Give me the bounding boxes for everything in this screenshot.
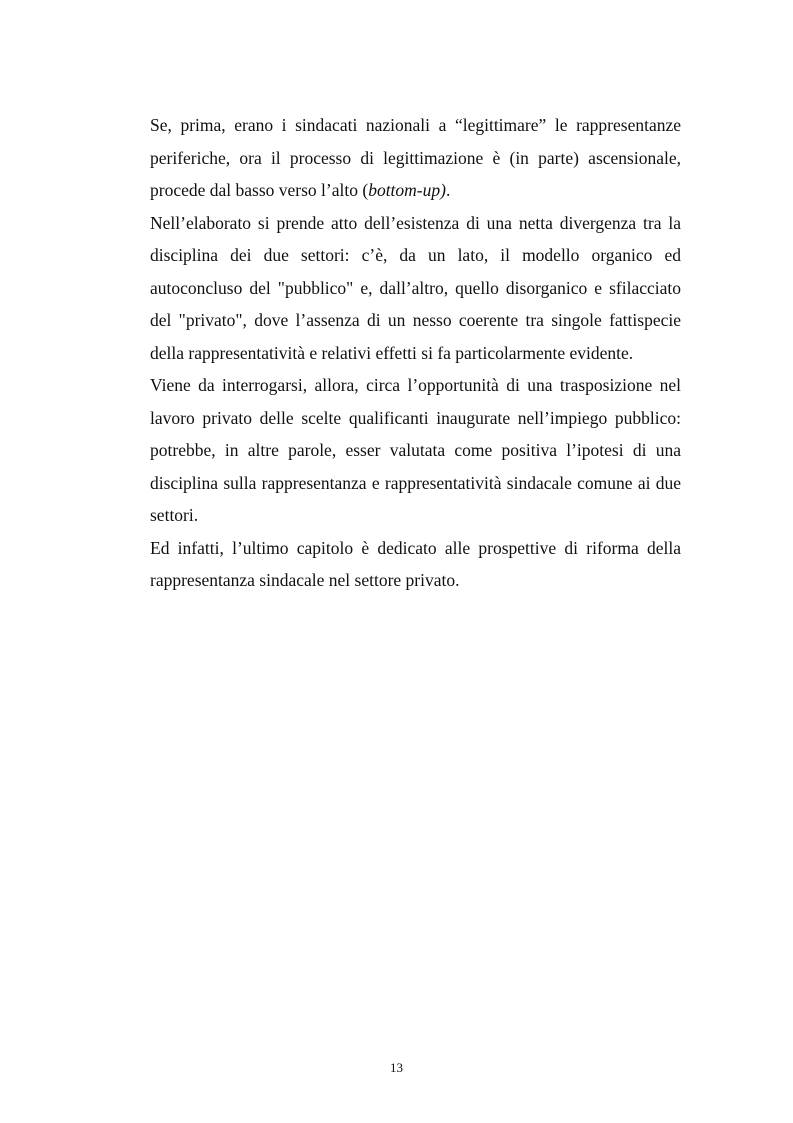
paragraph-1 xyxy=(150,109,681,207)
paragraph-1-text: Se, prima, erano i sindacati nazionali a “legittimare” le rappresentanze periferiche, ora il processo di legittimazione è (in parte) ascensionale, procede dal basso verso l’alto ( xyxy=(150,115,681,200)
paragraph-3: Viene da interrogarsi, allora, circa l’opportunità di una trasposizione nel lavoro privato delle scelte qualificanti inaugurate nell’impiego pubblico: potrebbe, in altre parole, esser valutata come positiva l’ipotesi di una disciplina sulla rappresentanza e rappresentatività sindacale comune ai due settori. xyxy=(150,375,681,525)
paragraph-1-end: . xyxy=(445,180,451,200)
paragraph-1-italic: bottom-up) xyxy=(368,180,446,200)
body-text xyxy=(150,109,681,597)
paragraph-2: Nell’elaborato si prende atto dell’esistenza di una netta divergenza tra la disciplina dei due settori: c’è, da un lato, il modello organico ed autoconcluso del "pubblico" e, dall’altro, quello disorganico e sfilacciato del "privato", dove l’assenza di un nesso coerente tra singole fattispecie della rappresentatività e relativi effetti si fa particolarmente evidente. xyxy=(150,212,681,363)
paragraph-4: Ed infatti, l’ultimo capitolo è dedicato alle prospettive di riforma della rappresentanza sindacale nel settore privato. xyxy=(150,537,681,590)
page-number: 13 xyxy=(390,1060,403,1075)
